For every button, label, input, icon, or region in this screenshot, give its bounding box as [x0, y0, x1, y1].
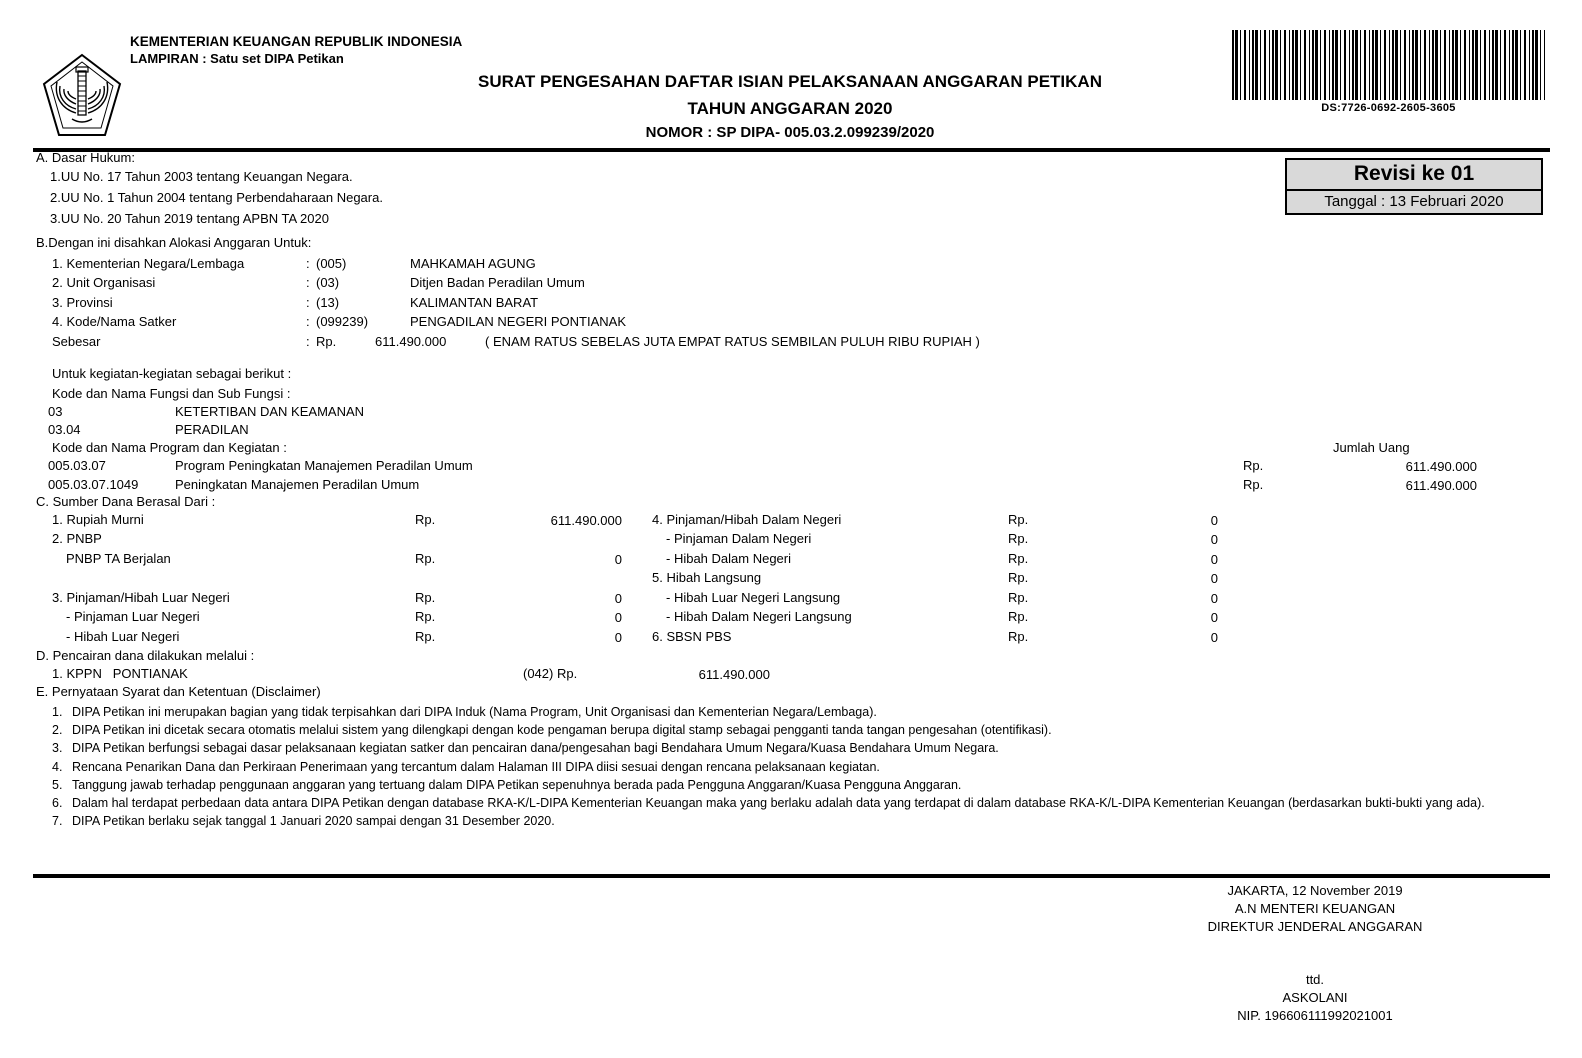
disclaimer-item: Dalam hal terdapat perbedaan data antara DIPA Petikan dengan database RKA-K/L-DIPA Kementerian Keuangan maka yang berlaku adalah data yang terdapat di dalam database RKA-K/L-DIPA Kementerian Keuangan (berdasarkan bukti-bukti yang ada).: [72, 796, 1485, 810]
barcode-ds-label: DS:7726-0692-2605-3605: [1321, 102, 1456, 114]
c-left-currency: Rp.: [415, 512, 436, 527]
c-left-currency: Rp.: [415, 629, 436, 644]
document-title-line2: TAHUN ANGGARAN 2020: [687, 99, 893, 118]
sebesar-label: Sebesar: [52, 334, 101, 349]
c-right-amount: 0: [1210, 610, 1218, 625]
b-row-code: (03): [316, 275, 340, 290]
c-right-label: - Pinjaman Dalam Negeri: [666, 531, 812, 546]
program-currency: Rp.: [1243, 458, 1264, 473]
program-code: 005.03.07.1049: [48, 477, 139, 492]
ministry-name: KEMENTERIAN KEUANGAN REPUBLIK INDONESIA: [130, 34, 463, 49]
signature-nip: NIP. 196606111992021001: [1237, 1008, 1393, 1023]
disclaimer-number: 3.: [52, 741, 63, 755]
c-left-amount: 0: [614, 591, 622, 606]
c-right-label: 4. Pinjaman/Hibah Dalam Negeri: [652, 512, 842, 527]
legal-basis-item: 2.UU No. 1 Tahun 2004 tentang Perbendaharaan Negara.: [50, 190, 383, 205]
disclaimer-item: DIPA Petikan berlaku sejak tanggal 1 Januari 2020 sampai dengan 31 Desember 2020.: [72, 814, 555, 828]
c-right-label: - Hibah Luar Negeri Langsung: [666, 590, 841, 605]
program-header: Kode dan Nama Program dan Kegiatan :: [52, 440, 287, 455]
b-row-value: Ditjen Badan Peradilan Umum: [410, 275, 585, 290]
c-right-currency: Rp.: [1008, 531, 1029, 546]
barcode: [1232, 30, 1545, 100]
b-row-label: 3. Provinsi: [52, 295, 113, 310]
c-right-label: 6. SBSN PBS: [652, 629, 732, 644]
revision-box: [1285, 158, 1543, 215]
section-e-title: E. Pernyataan Syarat dan Ketentuan (Disclaimer): [36, 684, 321, 699]
fungsi-code: 03.04: [48, 422, 81, 437]
disclaimer-number: 2.: [52, 723, 63, 737]
sebesar-currency: Rp.: [316, 334, 337, 349]
fungsi-name: PERADILAN: [175, 422, 249, 437]
legal-basis-item: 3.UU No. 20 Tahun 2019 tentang APBN TA 2020: [50, 211, 329, 226]
program-currency: Rp.: [1243, 477, 1264, 492]
sebesar-in-words: ( ENAM RATUS SEBELAS JUTA EMPAT RATUS SEMBILAN PULUH RIBU RUPIAH ): [485, 334, 980, 349]
section-a-title: A. Dasar Hukum:: [36, 150, 135, 165]
c-left-label: 2. PNBP: [52, 531, 102, 546]
signature-ttd: ttd.: [1305, 972, 1325, 987]
disclaimer-number: 1.: [52, 705, 63, 719]
revision-date: Tanggal : 13 Februari 2020: [1324, 193, 1504, 210]
c-right-amount: 0: [1210, 571, 1218, 586]
b-row-colon: :: [306, 314, 310, 329]
b-row-label: 1. Kementerian Negara/Lembaga: [52, 256, 245, 271]
legal-basis-item: 1.UU No. 17 Tahun 2003 tentang Keuangan Negara.: [50, 169, 353, 184]
disclaimer-item: Tanggung jawab terhadap penggunaan anggaran yang tertuang dalam DIPA Petikan sepenuhnya berada pada Pengguna Anggaran/Kuasa Pengguna Anggaran.: [72, 778, 962, 792]
fungsi-name: KETERTIBAN DAN KEAMANAN: [175, 404, 365, 419]
b-row-code: (13): [316, 295, 340, 310]
c-left-label: 1. Rupiah Murni: [52, 512, 144, 527]
c-right-amount: 0: [1210, 591, 1218, 606]
b-row-label: 2. Unit Organisasi: [52, 275, 156, 290]
c-right-currency: Rp.: [1008, 512, 1029, 527]
document-title-line1: SURAT PENGESAHAN DAFTAR ISIAN PELAKSANAAN ANGGARAN PETIKAN: [478, 72, 1102, 91]
b-row-code: (005): [316, 256, 347, 271]
disclaimer-item: DIPA Petikan berfungsi sebagai dasar pelaksanaan kegiatan satker dan pencairan dana/pengesahan bagi Bendahara Umum Negara/Kuasa Bendahara Umum Negara.: [72, 741, 999, 755]
disclaimer-item: DIPA Petikan ini merupakan bagian yang tidak terpisahkan dari DIPA Induk (Nama Program, Unit Organisasi dan Kementerian Negara/Lembaga).: [72, 705, 877, 719]
c-left-currency: Rp.: [415, 551, 436, 566]
disclaimer-number: 7.: [52, 814, 63, 828]
program-amount: 611.490.000: [1405, 459, 1477, 474]
program-code: 005.03.07: [48, 458, 106, 473]
b-row-value: PENGADILAN NEGERI PONTIANAK: [410, 314, 626, 329]
disclaimer-item: DIPA Petikan ini dicetak secara otomatis melalui sistem yang dilengkapi dengan kode pengaman berupa digital stamp sebagai pengganti tanda tangan pengesahan (otentifikasi).: [72, 723, 1052, 737]
c-left-amount: 0: [614, 552, 622, 567]
disclaimer-item: Rencana Penarikan Dana dan Perkiraan Penerimaan yang tercantum dalam Halaman III DIPA diisi sesuai dengan rencana pelaksanaan kegiatan.: [72, 760, 880, 774]
program-name: Peningkatan Manajemen Peradilan Umum: [175, 477, 420, 492]
b-row-colon: :: [306, 275, 310, 290]
c-right-amount: 0: [1210, 552, 1218, 567]
jumlah-uang-header: Jumlah Uang: [1333, 440, 1410, 455]
c-left-label: - Hibah Luar Negeri: [66, 629, 180, 644]
c-right-label: - Hibah Dalam Negeri: [666, 551, 791, 566]
b-row-colon: :: [306, 256, 310, 271]
lampiran-label: LAMPIRAN : Satu set DIPA Petikan: [130, 51, 344, 66]
c-right-label: 5. Hibah Langsung: [652, 570, 762, 585]
c-left-currency: Rp.: [415, 609, 436, 624]
b-row-label: 4. Kode/Nama Satker: [52, 314, 177, 329]
b-row-value: KALIMANTAN BARAT: [410, 295, 539, 310]
fungsi-header: Kode dan Nama Fungsi dan Sub Fungsi :: [52, 386, 291, 401]
section-d-title: D. Pencairan dana dilakukan melalui :: [36, 648, 255, 663]
footer-divider: [33, 874, 1550, 878]
c-right-label: - Hibah Dalam Negeri Langsung: [666, 609, 852, 624]
disclaimer-number: 5.: [52, 778, 63, 792]
c-left-amount: 0: [614, 630, 622, 645]
disclaimer-number: 4.: [52, 760, 63, 774]
b-row-value: MAHKAMAH AGUNG: [410, 256, 536, 271]
c-right-amount: 0: [1210, 630, 1218, 645]
c-left-label: - Pinjaman Luar Negeri: [66, 609, 200, 624]
section-b-title: B.Dengan ini disahkan Alokasi Anggaran Untuk:: [36, 235, 312, 250]
d-row-amount: 611.490.000: [698, 667, 770, 682]
b-row-colon: :: [306, 295, 310, 310]
document-number: NOMOR : SP DIPA- 005.03.2.099239/2020: [645, 124, 935, 141]
d-row-currency: Rp.: [557, 666, 578, 681]
program-amount: 611.490.000: [1405, 478, 1477, 493]
header-divider: [33, 148, 1550, 152]
c-right-currency: Rp.: [1008, 609, 1029, 624]
program-name: Program Peningkatan Manajemen Peradilan Umum: [175, 458, 473, 473]
c-right-currency: Rp.: [1008, 629, 1029, 644]
signature-name: ASKOLANI: [1282, 990, 1348, 1005]
c-left-currency: Rp.: [415, 590, 436, 605]
signature-place-date: JAKARTA, 12 November 2019: [1227, 883, 1403, 898]
fungsi-code: 03: [48, 404, 63, 419]
section-c-title: C. Sumber Dana Berasal Dari :: [36, 494, 216, 509]
b-row-code: (099239): [316, 314, 369, 329]
c-right-amount: 0: [1210, 513, 1218, 528]
d-row-code: (042): [523, 666, 554, 681]
disclaimer-number: 6.: [52, 796, 63, 810]
c-left-label: 3. Pinjaman/Hibah Luar Negeri: [52, 590, 230, 605]
sebesar-colon: :: [306, 334, 310, 349]
d-row-label: 1. KPPN PONTIANAK: [52, 666, 188, 681]
c-right-currency: Rp.: [1008, 551, 1029, 566]
kemenkeu-logo-icon: [42, 53, 122, 139]
sebesar-amount: 611.490.000: [375, 334, 447, 349]
c-left-label: PNBP TA Berjalan: [66, 551, 171, 566]
c-right-amount: 0: [1210, 532, 1218, 547]
kegiatan-intro: Untuk kegiatan-kegiatan sebagai berikut :: [52, 366, 292, 381]
c-right-currency: Rp.: [1008, 570, 1029, 585]
signature-on-behalf: A.N MENTERI KEUANGAN: [1234, 901, 1396, 916]
revision-label: Revisi ke 01: [1287, 160, 1541, 191]
c-left-amount: 0: [614, 610, 622, 625]
c-left-amount: 611.490.000: [550, 513, 622, 528]
signature-position: DIREKTUR JENDERAL ANGGARAN: [1207, 919, 1423, 934]
c-right-currency: Rp.: [1008, 590, 1029, 605]
